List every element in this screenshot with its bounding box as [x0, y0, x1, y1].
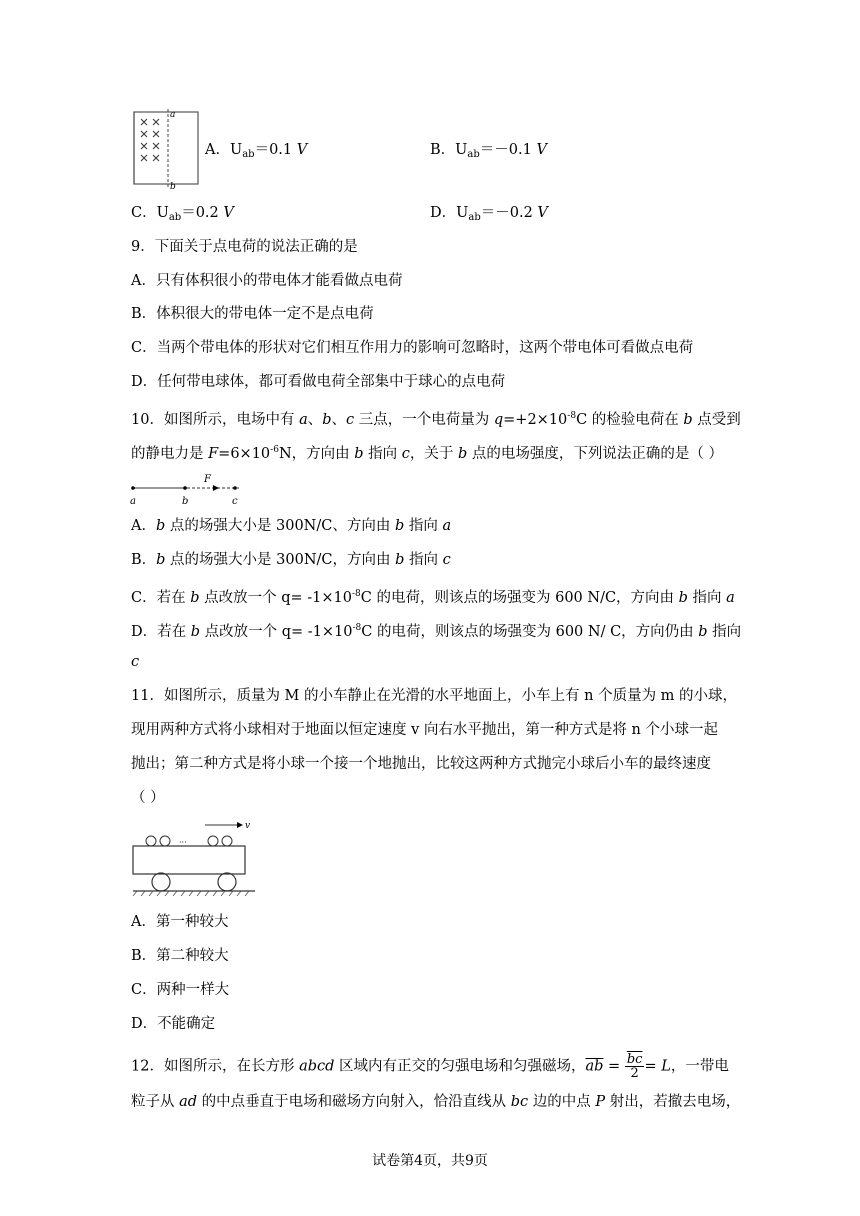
q11-fig-label-v: v	[245, 821, 251, 831]
q10-option-a: A．b 点的场强大小是 300N/C、方向由 b 指向 a	[131, 518, 452, 534]
q10-option-d: D．若在 b 点改放一个 $q= -1\times 10^{-8}C$ 的电荷，则该点的场强变为 600 N/ C，方向仍由 b 指向	[131, 623, 742, 640]
q8-fig-label-b: b	[170, 182, 176, 191]
q10-option-b: B．b 点的场强大小是 300N/C，方向由 b 指向 c	[131, 552, 451, 568]
q9-option-b: B．体积很大的带电体一定不是点电荷	[131, 306, 374, 322]
q11-stem-line4: （ ）	[131, 790, 165, 806]
q10-fig-label-a: a	[130, 496, 136, 507]
q10-stem-line1: 10．如图所示，电场中有 a、b、c 三点，一个电荷量为 $q=+2\times 10^{-8}C$ 的检验电荷在 b 点受到	[131, 411, 741, 428]
q10-fig-label-c: c	[232, 496, 238, 507]
q8-field-figure	[131, 107, 201, 191]
q8-option-d: D．$U_{ab}=-0.2$ V	[430, 205, 548, 223]
q9-option-c: C．当两个带电体的形状对它们相互作用力的影响可忽略时，这两个带电体可看做点电荷	[131, 340, 694, 356]
q11-stem-line2: 现用两种方式将小球相对于地面以恒定速度 v 向右水平抛出，第一种方式是将 n 个小球一起	[131, 722, 718, 738]
q11-stem-line1: 11．如图所示，质量为 M 的小车静止在光滑的水平地面上，小车上有 n 个质量为 m 的小球，	[131, 688, 738, 704]
q10-stem-line2: 的静电力是 $F=6\times 10^{-6}N$，方向由 b 指向 c，关于 b 点的电场强度，下列说法正确的是（ ）	[131, 445, 723, 462]
q11-option-d: D．不能确定	[131, 1016, 216, 1032]
q10-field-line-figure	[127, 470, 247, 510]
q12-fraction: $\frac{\overline{bc}}{2}$	[626, 1052, 643, 1081]
q8-option-c: C．$U_{ab}=0.2$ V	[131, 205, 234, 223]
q8-fig-label-a: a	[170, 110, 176, 120]
q10-option-d-cont: c	[131, 654, 140, 670]
q8-option-b: B．$U_{ab}=-0.1$ V	[430, 142, 547, 160]
q10-fig-label-F: F	[204, 474, 211, 485]
q11-option-a: A．第一种较大	[131, 914, 229, 930]
q11-option-b: B．第二种较大	[131, 948, 229, 964]
q12-stem-line2: 粒子从 ad 的中点垂直于电场和磁场方向射入，恰沿直线从 bc 边的中点 P 射出，若撤去电场，	[131, 1094, 741, 1110]
q10-option-c: C．若在 b 点改放一个 $q= -1\times 10^{-8}C$ 的电荷，则该点的场强变为 600 N/C，方向由 b 指向 a	[131, 589, 735, 606]
q12-stem-line1: 12．如图所示，在长方形 abcd 区域内有正交的匀强电场和匀强磁场，$\overline{ab}$ = $\frac{\overline{bc}}{2}$ = L，一带电	[131, 1052, 729, 1081]
q9-option-d: D．任何带电球体，都可看做电荷全部集中于球心的点电荷	[131, 374, 506, 390]
q11-stem-line3: 抛出；第二种方式是将小球一个接一个地抛出，比较这两种方式抛完小球后小车的最终速度	[131, 756, 711, 772]
page-footer: 试卷第4页，共9页	[372, 1153, 488, 1169]
q10-fig-label-b: b	[182, 496, 189, 507]
q11-option-c: C．两种一样大	[131, 982, 230, 998]
q9-stem: 9．下面关于点电荷的说法正确的是	[131, 239, 358, 255]
q8-option-a: A．$U_{ab}=0.1$ V	[205, 142, 308, 160]
q11-cart-figure	[127, 815, 262, 897]
q11-fig-dots: ···	[179, 838, 187, 847]
q9-option-a: A．只有体积很小的带电体才能看做点电荷	[131, 273, 403, 289]
